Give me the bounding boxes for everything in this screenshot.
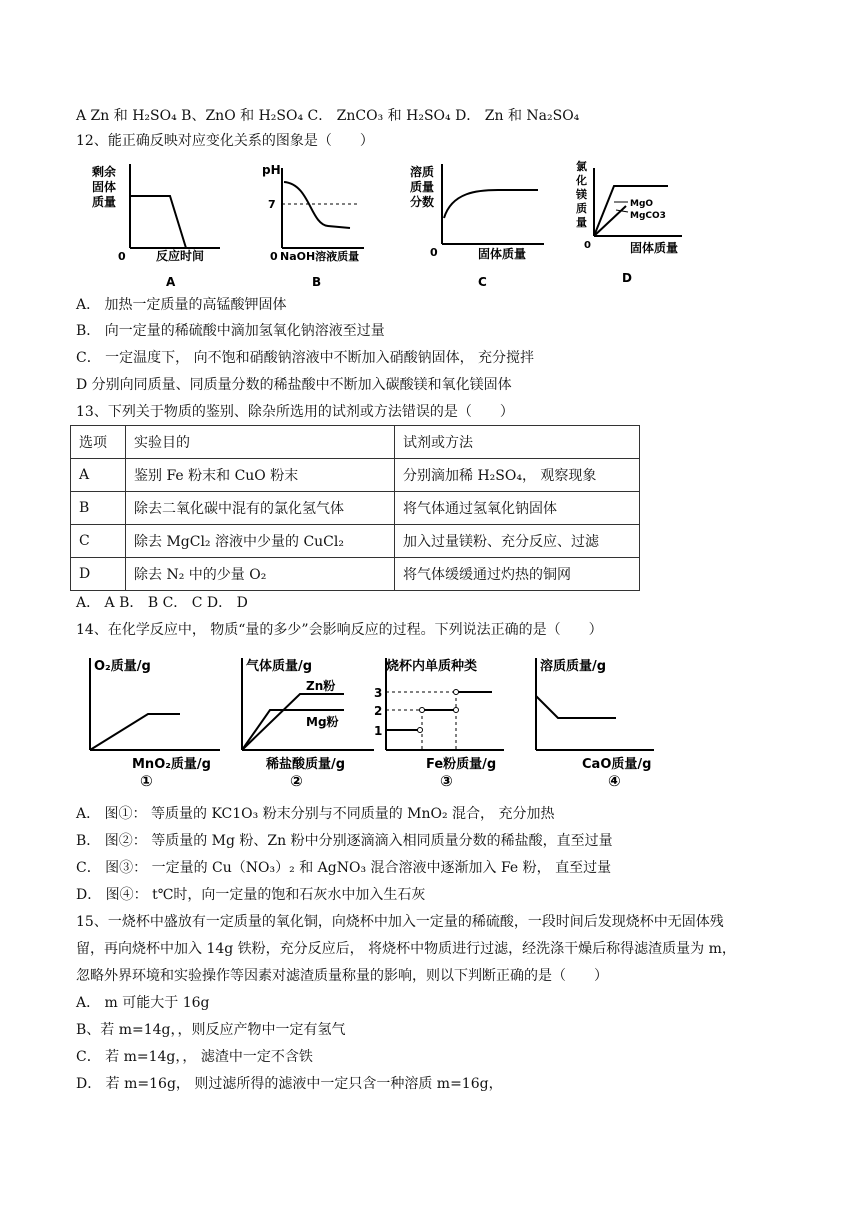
table-row bbox=[71, 492, 640, 525]
table-row bbox=[71, 558, 640, 591]
q12c-origin: 0 bbox=[430, 246, 438, 259]
q14g1-ylabel: O₂质量/g bbox=[94, 659, 151, 674]
table-cell: 分别滴加稀 H₂SO₄， 观察现象 bbox=[395, 459, 640, 492]
q12a-ylabel-2: 固体 bbox=[92, 180, 117, 194]
table-cell: 除去 MgCl₂ 溶液中少量的 CuCl₂ bbox=[126, 525, 395, 558]
q15-stem-line-1: 15、一烧杯中盛放有一定质量的氧化铜，向烧杯中加入一定量的稀硫酸，一段时间后发现烧杯中无固体残 bbox=[76, 914, 724, 930]
q14-stem: 14、在化学反应中， 物质“量的多少”会影响反应的过程。下列说法正确的是（ ） bbox=[76, 622, 603, 638]
q12b-tick: 7 bbox=[268, 198, 276, 211]
q12-graph-b bbox=[258, 158, 378, 290]
q12-option-c: C． 一定温度下， 向不饱和硝酸钠溶液中不断加入硝酸钠固体， 充分搅拌 bbox=[76, 350, 535, 366]
table-cell: C bbox=[71, 525, 126, 558]
q12c-ylabel-1: 溶质 bbox=[410, 165, 435, 179]
q15-option-d: D． 若 m=16g， 则过滤所得的滤液中一定只含一种溶质 m=16g， bbox=[76, 1076, 503, 1092]
q12c-ylabel-2: 质量 bbox=[410, 180, 435, 194]
q12-stem: 12、能正确反映对应变化关系的图象是（ ） bbox=[76, 133, 374, 149]
q14-option-c: C． 图③： 一定量的 Cu（NO₃）₂ 和 AgNO₃ 混合溶液中逐渐加入 Fe 粉， 直至过量 bbox=[76, 860, 612, 876]
q14-graph-1 bbox=[80, 650, 230, 790]
q13-answer-options: A． A B． B C． C D． D bbox=[76, 595, 248, 611]
q12b-caption: B bbox=[312, 275, 322, 289]
q14g1-xlabel: MnO₂质量/g bbox=[132, 757, 211, 772]
q14-graph-2 bbox=[234, 650, 384, 790]
table-header-cell: 试剂或方法 bbox=[395, 426, 640, 459]
q12-graph-a bbox=[92, 158, 252, 290]
q12d-caption: D bbox=[622, 271, 632, 285]
q14g4-caption: ④ bbox=[608, 772, 621, 790]
q12a-origin: 0 bbox=[118, 250, 126, 263]
q14g2-xlabel: 稀盐酸质量/g bbox=[266, 757, 346, 772]
q12a-ylabel-1: 剩余 bbox=[92, 165, 117, 179]
table-cell: 加入过量镁粉、充分反应、过滤 bbox=[395, 525, 640, 558]
q12-graph-c bbox=[408, 158, 558, 290]
q12-option-a: A． 加热一定质量的高锰酸钾固体 bbox=[76, 297, 287, 313]
table-cell: D bbox=[71, 558, 126, 591]
q14g3-ylabel: 烧杯内单质种类 bbox=[386, 659, 478, 674]
q14g2-label-mg: Mg粉 bbox=[306, 715, 339, 729]
q12-option-b: B． 向一定量的稀硫酸中滴加氢氧化钠溶液至过量 bbox=[76, 323, 385, 339]
q11-options: A Zn 和 H₂SO₄ B、ZnO 和 H₂SO₄ C． ZnCO₃ 和 H₂SO₄ D． Zn 和 Na₂SO₄ bbox=[76, 108, 580, 124]
q12c-ylabel-3: 分数 bbox=[410, 195, 435, 209]
table-cell: 鉴别 Fe 粉末和 CuO 粉末 bbox=[126, 459, 395, 492]
table-cell: A bbox=[71, 459, 126, 492]
q14g2-caption: ② bbox=[290, 772, 303, 790]
table-cell: 将气体缓缓通过灼热的铜网 bbox=[395, 558, 640, 591]
q12a-xlabel: 反应时间 bbox=[156, 249, 205, 263]
q15-option-b: B、若 m=14g，，则反应产物中一定有氢气 bbox=[76, 1022, 346, 1038]
q14-graph-3 bbox=[370, 650, 520, 790]
q14-option-b: B． 图②： 等质量的 Mg 粉、Zn 粉中分别逐滴滴入相同质量分数的稀盐酸，直至过量 bbox=[76, 833, 613, 849]
table-row bbox=[71, 525, 640, 558]
q12d-label-mgo: MgO bbox=[630, 199, 654, 209]
table-header-cell: 选项 bbox=[71, 426, 126, 459]
q12d-xlabel: 固体质量 bbox=[630, 241, 679, 255]
q14g3-xlabel: Fe粉质量/g bbox=[426, 757, 497, 772]
q14-graph-4 bbox=[526, 650, 666, 790]
q12-graph-d bbox=[572, 154, 702, 290]
q14g3-caption: ③ bbox=[440, 772, 453, 790]
table-header-cell: 实验目的 bbox=[126, 426, 395, 459]
q14-option-d: D． 图④： t℃时，向一定量的饱和石灰水中加入生石灰 bbox=[76, 887, 426, 903]
q14g2-ylabel: 气体质量/g bbox=[246, 659, 313, 674]
q14g1-caption: ① bbox=[140, 772, 153, 790]
q15-stem-line-2: 留，再向烧杯中加入 14g 铁粉，充分反应后， 将烧杯中物质进行过滤，经洗涤干燥后称得滤渣质量为 m， bbox=[76, 941, 736, 957]
q12c-caption: C bbox=[478, 275, 487, 289]
q12b-origin: 0 bbox=[270, 250, 278, 263]
q15-option-c: C． 若 m=14g，， 滤渣中一定不含铁 bbox=[76, 1049, 313, 1065]
q13-stem: 13、下列关于物质的鉴别、除杂所选用的试剂或方法错误的是（ ） bbox=[76, 404, 514, 420]
q12d-origin: 0 bbox=[584, 240, 591, 251]
q14-option-a: A． 图①： 等质量的 KC1O₃ 粉末分别与不同质量的 MnO₂ 混合， 充分加热 bbox=[76, 806, 555, 822]
q12d-ylabel-5: 量 bbox=[576, 216, 587, 229]
q14g4-xlabel: CaO质量/g bbox=[582, 757, 652, 772]
table-cell: 除去 N₂ 中的少量 O₂ bbox=[126, 558, 395, 591]
q14g3-tick-1: 1 bbox=[374, 724, 383, 738]
table-cell: B bbox=[71, 492, 126, 525]
table-row bbox=[71, 459, 640, 492]
q12d-ylabel-1: 氯 bbox=[576, 160, 587, 173]
table-cell: 将气体通过氢氧化钠固体 bbox=[395, 492, 640, 525]
q12b-ylabel: pH bbox=[262, 163, 281, 177]
table-header-row bbox=[71, 426, 640, 459]
q12d-label-mgco3: MgCO3 bbox=[630, 211, 666, 221]
q15-stem-line-3: 忽略外界环境和实验操作等因素对滤渣质量称量的影响，则以下判断正确的是（ ） bbox=[76, 968, 608, 984]
q12c-xlabel: 固体质量 bbox=[478, 247, 527, 261]
q13-table bbox=[70, 425, 640, 591]
q14g3-tick-3: 3 bbox=[374, 686, 383, 700]
q12a-caption: A bbox=[166, 275, 176, 289]
q14g2-label-zn: Zn粉 bbox=[306, 679, 336, 693]
q12a-ylabel-3: 质量 bbox=[92, 195, 117, 209]
q15-option-a: A． m 可能大于 16g bbox=[76, 995, 210, 1011]
q12d-ylabel-3: 镁 bbox=[576, 188, 587, 201]
q12d-ylabel-2: 化 bbox=[576, 174, 587, 187]
q12b-xlabel: NaOH溶液质量 bbox=[280, 250, 360, 263]
q12-option-d: D 分别向同质量、同质量分数的稀盐酸中不断加入碳酸镁和氧化镁固体 bbox=[76, 377, 512, 393]
q14g4-ylabel: 溶质质量/g bbox=[540, 659, 607, 674]
q12d-ylabel-4: 质 bbox=[576, 202, 587, 215]
table-cell: 除去二氧化碳中混有的氯化氢气体 bbox=[126, 492, 395, 525]
q14g3-tick-2: 2 bbox=[374, 704, 383, 718]
